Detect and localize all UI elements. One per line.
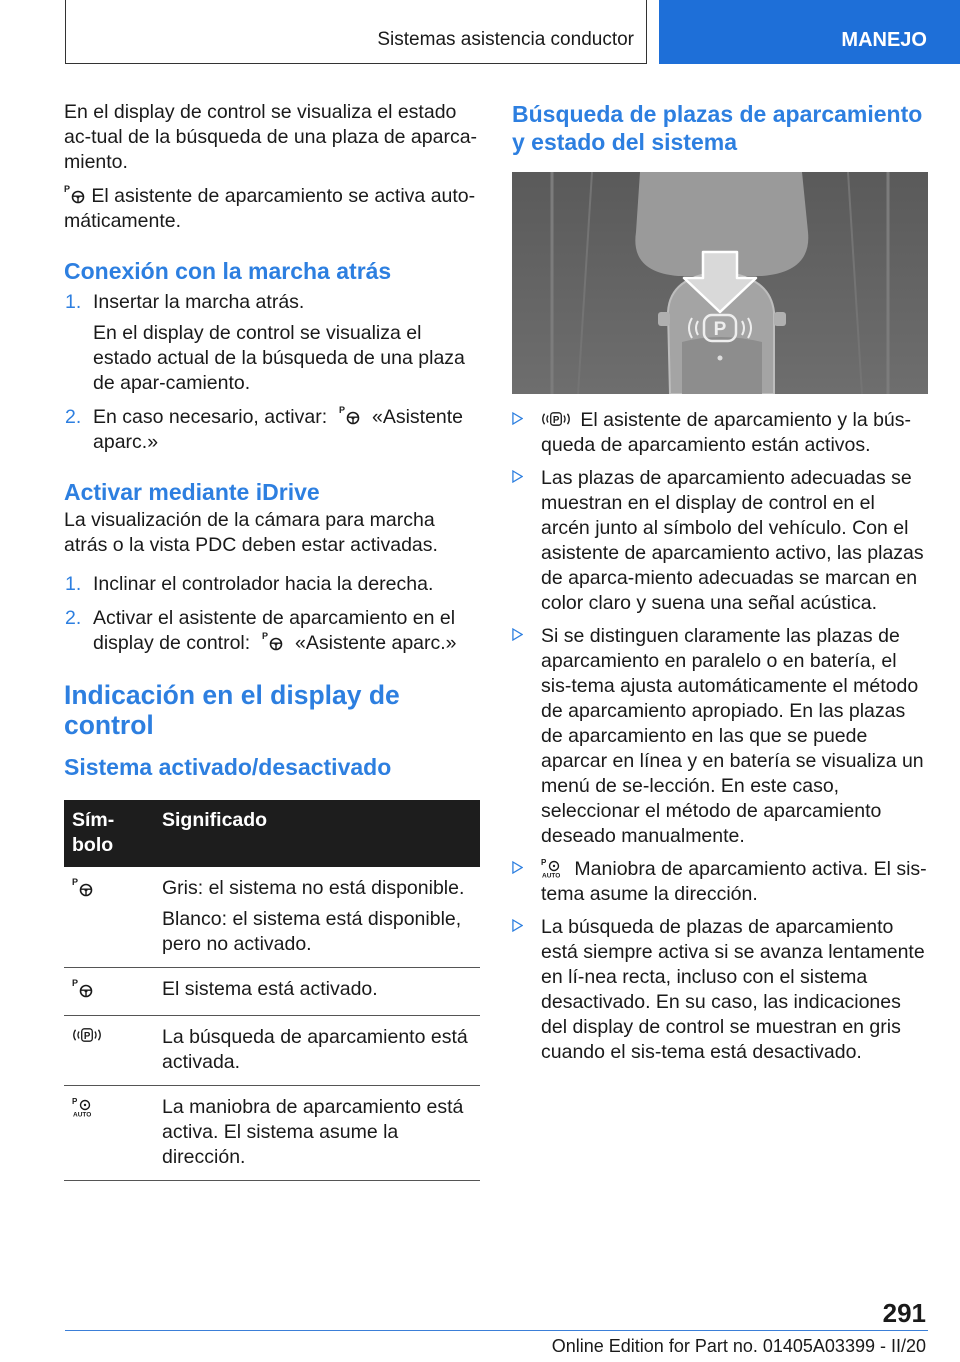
step-text: Inclinar el controlador hacia la derecha. xyxy=(93,573,434,595)
symbol-cell xyxy=(64,968,154,1016)
auto-activation-note xyxy=(64,184,480,234)
triangle-bullet-icon xyxy=(512,919,523,932)
intro-paragraph: En el display de control se visualiza el estado ac-tual de la búsqueda de una plaza de aparca-miento. xyxy=(64,101,478,173)
col-header-symbol: Sím-bolo xyxy=(64,800,154,867)
symbol-table xyxy=(64,800,480,1181)
meaning-cell: La maniobra de aparcamiento está activa. El sistema asume la dirección. xyxy=(154,1086,480,1181)
conexion-step-1 xyxy=(64,290,480,396)
meaning-cell: La búsqueda de aparcamiento está activada. xyxy=(154,1016,480,1086)
col-header-meaning: Significado xyxy=(154,800,480,867)
list-item xyxy=(512,915,928,1065)
parking-assistant-icon xyxy=(72,978,94,998)
meaning-text: Gris: el sistema no está disponible. xyxy=(162,877,465,899)
chapter-tab[interactable] xyxy=(659,0,960,64)
triangle-bullet-icon xyxy=(512,628,523,641)
idrive-intro: La visualización de la cámara para marcha atrás o la vista PDC deben estar activadas. xyxy=(64,509,438,556)
list-item-text: Si se distinguen claramente las plazas de aparcamiento en paralelo o en batería, el sis-tema ajusta automáticamente el método de aparcamiento apropiado. En las plazas de aparcamiento en las que se puede aparcar en línea y en batería se visualiza un menú de se-lección. En este caso, seleccionar el método de aparcamiento deseado manualmente. xyxy=(541,625,924,847)
parking-auto-icon xyxy=(541,857,563,879)
step-number: 1. xyxy=(65,573,82,595)
left-column xyxy=(64,100,480,1181)
step-subtext: En el display de control se visualiza el estado actual de la búsqueda de una plaza de apar-camiento. xyxy=(93,322,465,394)
heading-conexion: Conexión con la marcha atrás xyxy=(64,258,392,284)
section-title: Sistemas asistencia conductor xyxy=(377,29,634,50)
conexion-steps xyxy=(64,290,480,455)
parking-assistant-icon xyxy=(339,405,361,425)
step-menu-label: «Asistente aparc.» xyxy=(295,632,457,654)
footer-divider xyxy=(65,1330,928,1331)
list-item xyxy=(512,857,928,907)
table-header-row xyxy=(64,800,480,867)
meaning-cell xyxy=(154,867,480,968)
heading-sistema: Sistema activado/desactivado xyxy=(64,754,392,780)
auto-activation-text: El asistente de aparcamiento se activa auto-máticamente. xyxy=(64,185,476,232)
symbol-cell xyxy=(64,1086,154,1181)
page-number: 291 xyxy=(882,1298,926,1328)
step-menu-label: «Asistente aparc.» xyxy=(93,406,464,453)
parking-assistant-icon xyxy=(72,877,94,897)
table-row xyxy=(64,968,480,1016)
idrive-step-1 xyxy=(64,572,480,597)
idrive-step-2 xyxy=(64,606,480,656)
step-text: Activar el asistente de aparcamiento en el display de control: xyxy=(93,607,456,654)
symbol-cell xyxy=(64,867,154,968)
list-item-text: Las plazas de aparcamiento adecuadas se muestran en el display de control en el arcén junto al símbolo del vehículo. Con el asistente de aparcamiento activo, las plazas de aparca-miento adecuadas se marcan en color claro y suena una señal acústica. xyxy=(541,467,924,614)
symbol-cell xyxy=(64,1016,154,1086)
list-item-text: Maniobra de aparcamiento activa. El sis-tema asume la dirección. xyxy=(541,858,927,905)
header-section-box xyxy=(65,0,647,64)
parking-display-image xyxy=(512,172,928,394)
step-text: En caso necesario, activar: xyxy=(93,406,328,428)
triangle-bullet-icon xyxy=(512,861,523,874)
right-column xyxy=(512,100,928,1073)
list-item-text: La búsqueda de plazas de aparcamiento está siempre activa si se avanza lentamente en lí-nea recta, incluso con el sistema desactivado. En su caso, las indicaciones del display de control se muestran en gris cuando el sis-tema está desactivado. xyxy=(541,916,925,1063)
table-row xyxy=(64,867,480,968)
chapter-tab-label: MANEJO xyxy=(841,29,927,51)
parking-assistant-icon xyxy=(64,184,86,204)
idrive-steps xyxy=(64,572,480,656)
triangle-bullet-icon xyxy=(512,470,523,483)
table-row xyxy=(64,1086,480,1181)
meaning-cell: El sistema está activado. xyxy=(154,968,480,1016)
parking-auto-icon xyxy=(72,1096,94,1118)
parking-search-icon xyxy=(72,1026,102,1044)
step-text: Insertar la marcha atrás. xyxy=(93,291,305,313)
heading-busqueda: Búsqueda de plazas de aparcamiento y estado del sistema xyxy=(512,101,923,155)
parking-p-label: P xyxy=(713,319,727,340)
list-item-text: El asistente de aparcamiento y la bús-queda de aparcamiento están activos. xyxy=(541,409,912,456)
list-item xyxy=(512,408,928,458)
step-number: 2. xyxy=(65,406,82,428)
status-bullet-list xyxy=(512,408,928,1065)
meaning-text: Blanco: el sistema está disponible, pero no activado. xyxy=(162,908,462,955)
heading-idrive: Activar mediante iDrive xyxy=(64,479,320,505)
step-number: 1. xyxy=(65,291,82,313)
table-row xyxy=(64,1016,480,1086)
parking-search-icon xyxy=(541,410,571,428)
triangle-bullet-icon xyxy=(512,412,523,425)
list-item xyxy=(512,466,928,616)
heading-indicacion: Indicación en el display de control xyxy=(64,680,400,740)
list-item xyxy=(512,624,928,849)
step-number: 2. xyxy=(65,607,82,629)
footer-edition: Online Edition for Part no. 01405A03399 - II/20 xyxy=(551,1336,926,1356)
parking-assistant-icon xyxy=(262,631,284,651)
conexion-step-2 xyxy=(64,405,480,455)
